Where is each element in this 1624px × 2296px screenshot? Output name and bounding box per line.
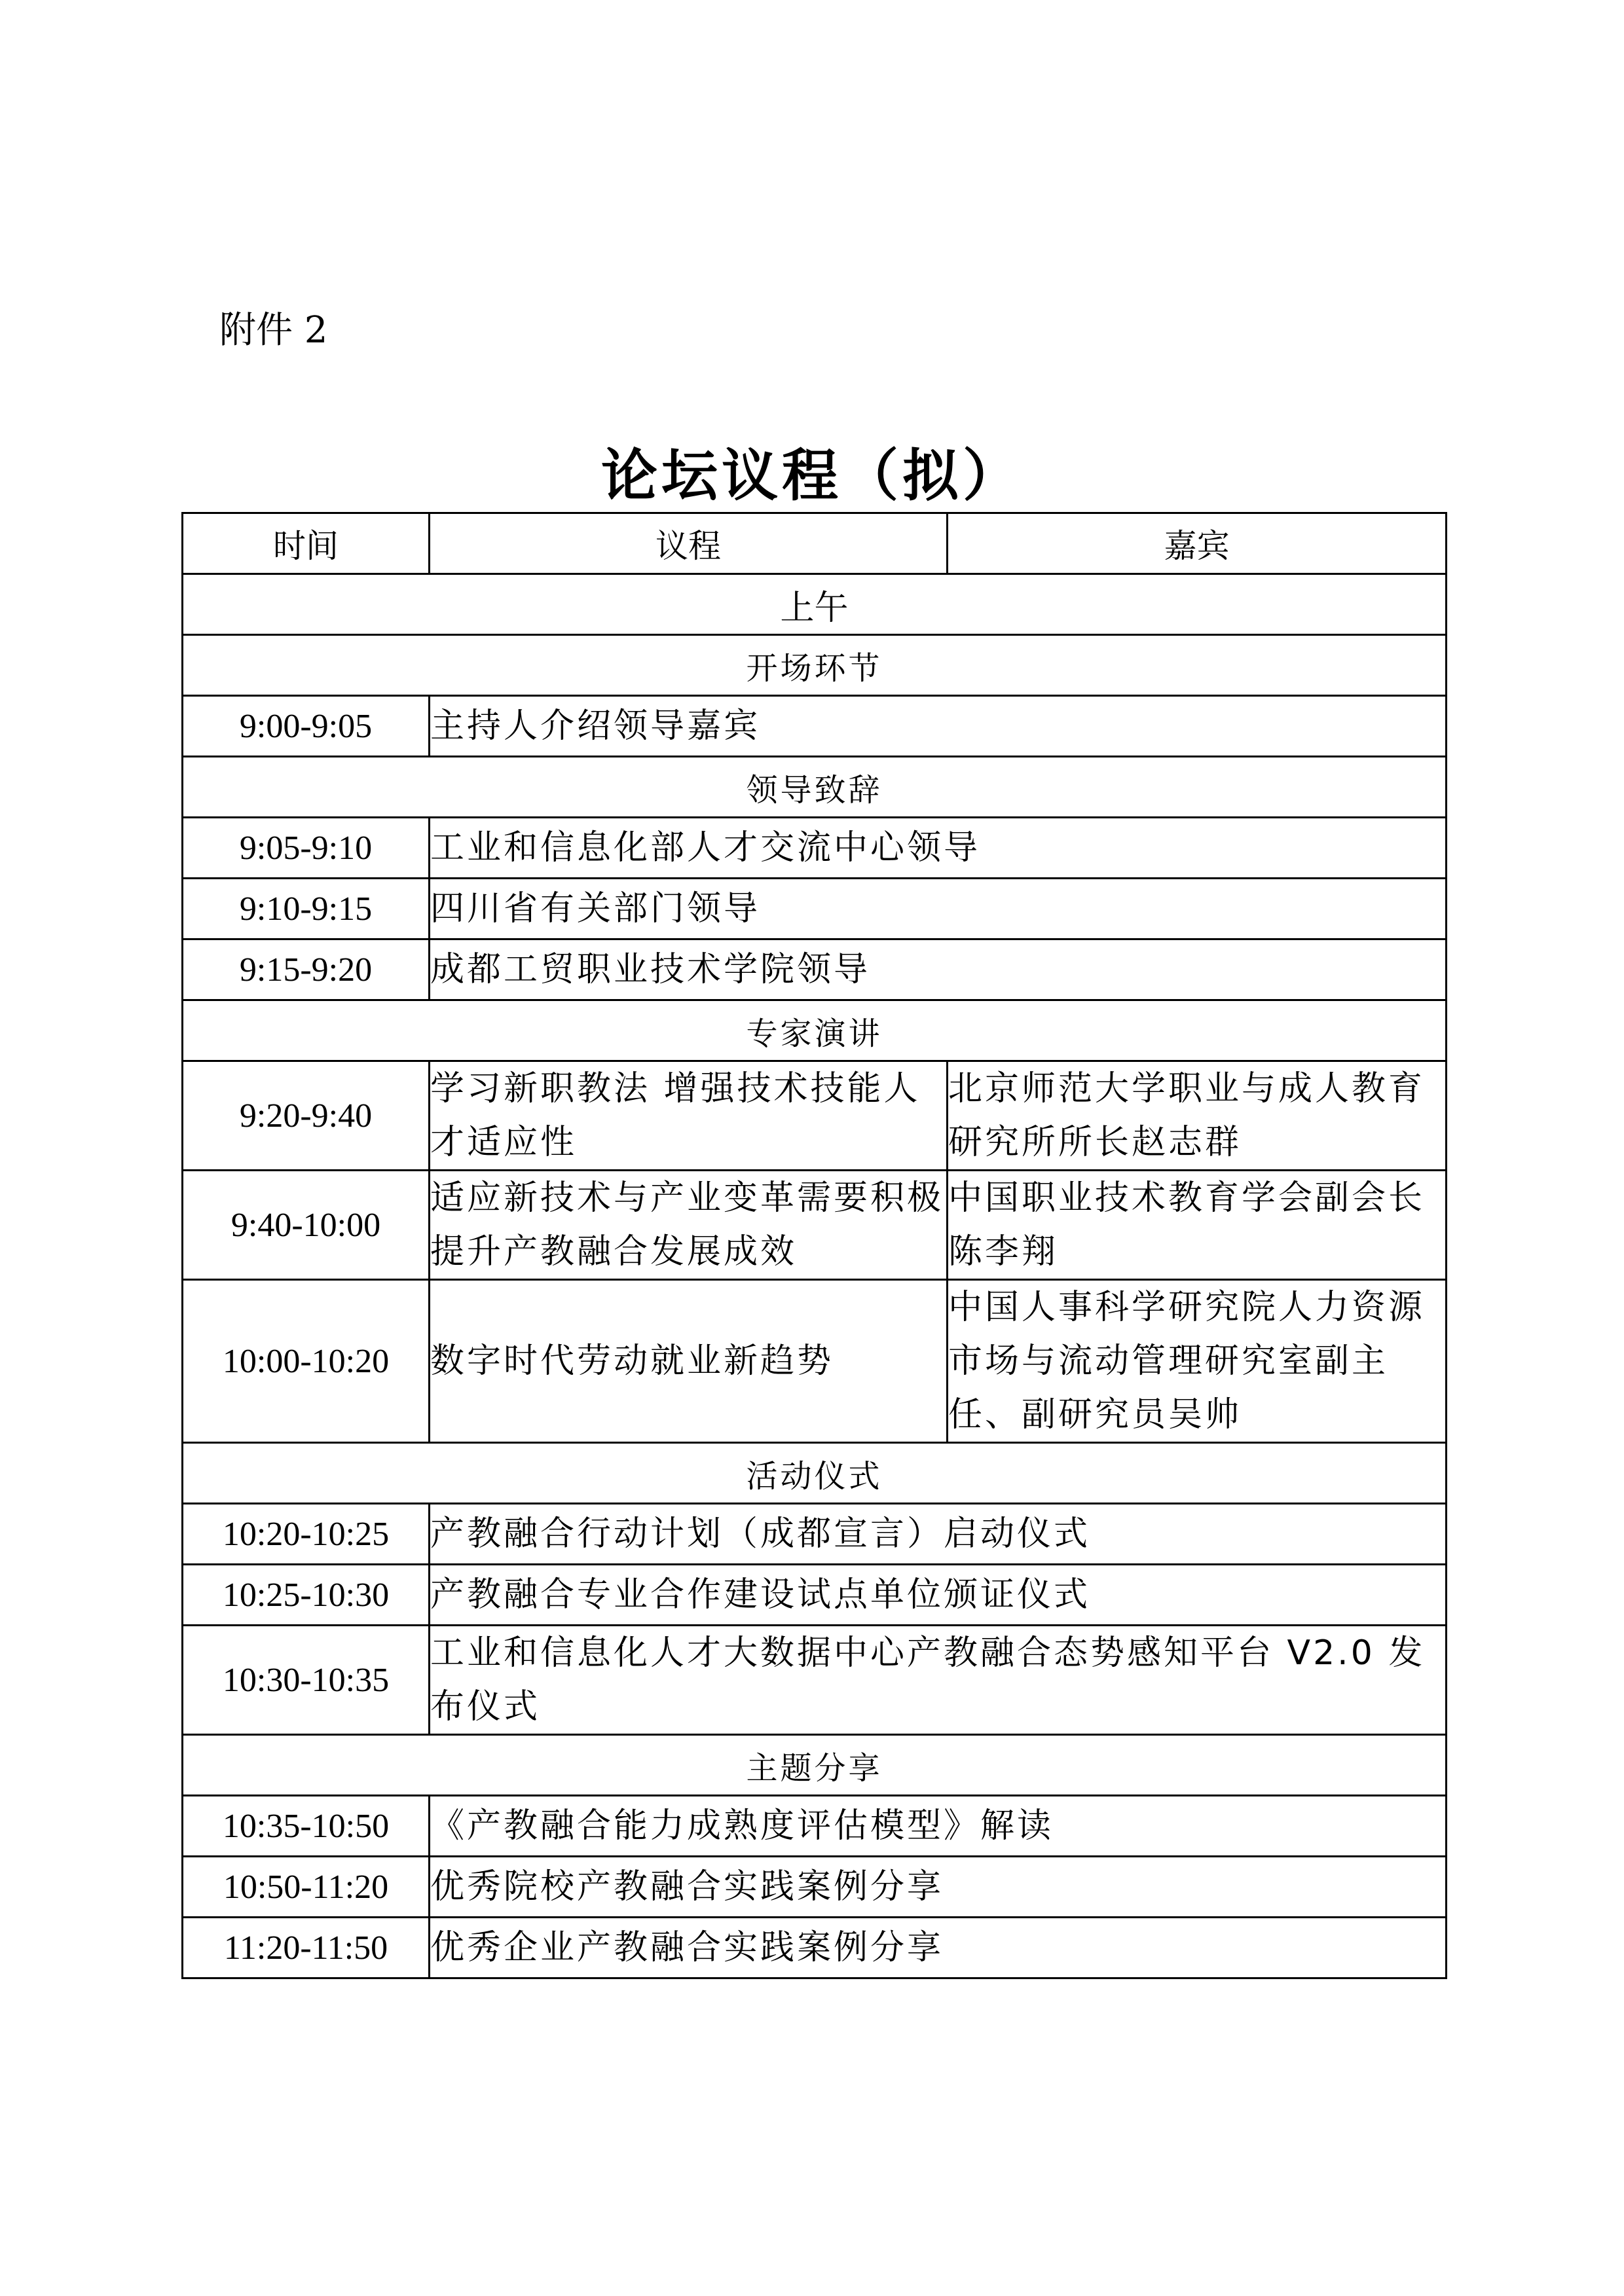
section-title-sharing: 主题分享 — [183, 1735, 1447, 1796]
row-time: 10:50-11:20 — [183, 1857, 430, 1918]
section-row — [183, 757, 1447, 818]
table-row — [183, 939, 1447, 1000]
table-row — [183, 1565, 1447, 1626]
row-time: 10:30-10:35 — [183, 1626, 430, 1735]
section-row — [183, 1000, 1447, 1061]
column-header-guest: 嘉宾 — [948, 513, 1447, 574]
row-item: 数字时代劳动就业新趋势 — [430, 1280, 948, 1443]
row-item: 主持人介绍领导嘉宾 — [430, 696, 1447, 757]
row-time: 9:15-9:20 — [183, 939, 430, 1000]
row-item: 四川省有关部门领导 — [430, 879, 1447, 939]
row-time: 10:35-10:50 — [183, 1796, 430, 1857]
row-time: 9:40-10:00 — [183, 1171, 430, 1280]
row-item: 优秀企业产教融合实践案例分享 — [430, 1918, 1447, 1978]
row-time: 10:25-10:30 — [183, 1565, 430, 1626]
row-item: 工业和信息化人才大数据中心产教融合态势感知平台 V2.0 发布仪式 — [430, 1626, 1447, 1735]
section-title-leaders: 领导致辞 — [183, 757, 1447, 818]
row-item: 适应新技术与产业变革需要积极提升产教融合发展成效 — [430, 1171, 948, 1280]
row-item: 优秀院校产教融合实践案例分享 — [430, 1857, 1447, 1918]
table-row — [183, 818, 1447, 879]
section-title-ceremony: 活动仪式 — [183, 1443, 1447, 1504]
row-time: 9:00-9:05 — [183, 696, 430, 757]
table-row — [183, 1626, 1447, 1735]
row-time: 9:10-9:15 — [183, 879, 430, 939]
section-row — [183, 635, 1447, 696]
table-row — [183, 1857, 1447, 1918]
agenda-table — [181, 512, 1447, 1979]
table-row — [183, 696, 1447, 757]
row-time: 11:20-11:50 — [183, 1918, 430, 1978]
row-item: 《产教融合能力成熟度评估模型》解读 — [430, 1796, 1447, 1857]
section-title-opening: 开场环节 — [183, 635, 1447, 696]
table-row — [183, 1061, 1447, 1171]
table-row — [183, 1280, 1447, 1443]
column-header-time: 时间 — [183, 513, 430, 574]
row-item: 产教融合行动计划（成都宣言）启动仪式 — [430, 1504, 1447, 1565]
table-row — [183, 1918, 1447, 1978]
table-row — [183, 1504, 1447, 1565]
row-guest: 中国职业技术教育学会副会长陈李翔 — [948, 1171, 1447, 1280]
attachment-label: 附件 2 — [219, 309, 328, 352]
column-header-item: 议程 — [430, 513, 948, 574]
table-row — [183, 1171, 1447, 1280]
table-row — [183, 879, 1447, 939]
row-time: 10:20-10:25 — [183, 1504, 430, 1565]
row-item: 成都工贸职业技术学院领导 — [430, 939, 1447, 1000]
row-time: 9:05-9:10 — [183, 818, 430, 879]
row-item: 产教融合专业合作建设试点单位颁证仪式 — [430, 1565, 1447, 1626]
table-header-row — [183, 513, 1447, 574]
row-guest: 北京师范大学职业与成人教育研究所所长赵志群 — [948, 1061, 1447, 1171]
period-label: 上午 — [183, 574, 1447, 635]
section-title-experts: 专家演讲 — [183, 1000, 1447, 1061]
section-row — [183, 1443, 1447, 1504]
page-title: 论坛议程（拟） — [601, 443, 1023, 509]
row-time: 9:20-9:40 — [183, 1061, 430, 1171]
row-item: 学习新职教法 增强技术技能人才适应性 — [430, 1061, 948, 1171]
row-guest: 中国人事科学研究院人力资源市场与流动管理研究室副主任、副研究员吴帅 — [948, 1280, 1447, 1443]
row-item: 工业和信息化部人才交流中心领导 — [430, 818, 1447, 879]
table-row — [183, 1796, 1447, 1857]
section-row — [183, 1735, 1447, 1796]
row-time: 10:00-10:20 — [183, 1280, 430, 1443]
period-row — [183, 574, 1447, 635]
